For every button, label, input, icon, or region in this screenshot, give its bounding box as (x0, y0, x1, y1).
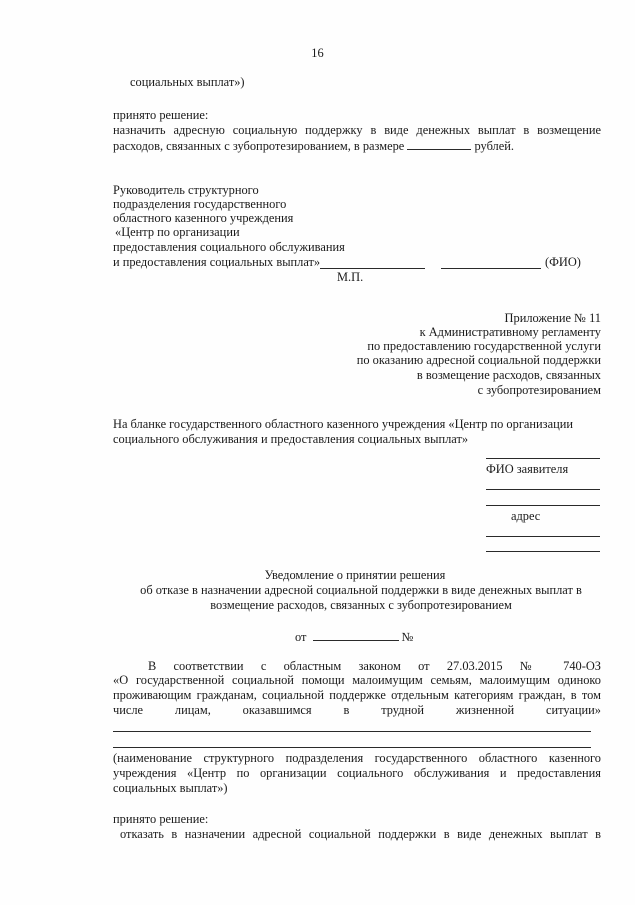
applicant-address-label: адрес (511, 509, 541, 523)
signature-blank (320, 268, 425, 269)
applicant-fio-blank (486, 458, 600, 459)
body-decision-label: принято решение: (113, 812, 209, 826)
body-decision-line: отказать в назначении адресной социальной поддержки в виде денежных выплат в (120, 827, 601, 841)
notice-title-2: об отказе в назначении адресной социальной поддержки в виде денежных выплат в (140, 583, 582, 597)
decision-text-line2 (113, 138, 514, 153)
note-line-1: (наименование структурного подразделения государственного областного казенного (113, 751, 601, 765)
notice-title-1: Уведомление о принятии решения (264, 568, 446, 582)
stamp-label: М.П. (337, 270, 364, 284)
applicant-blank-2 (486, 489, 600, 490)
applicant-blank-5 (486, 551, 600, 552)
number-prefix: № (401, 630, 414, 644)
letterhead-line-2: социального обслуживания и предоставления социальных выплат» (113, 432, 469, 446)
decision-text-line1: назначить адресную социальную поддержку в виде денежных выплат в возмещение (113, 123, 601, 137)
appendix-line-5: в возмещение расходов, связанных (416, 368, 601, 382)
decision-label: принято решение: (113, 108, 209, 122)
note-line-2: учреждения «Центр по организации социального обслуживания и предоставления (113, 766, 601, 780)
decision-text-line2-body: расходов, связанных с зубопротезированием, в размере (113, 139, 405, 153)
body-blank-2 (113, 747, 591, 748)
signature-line-3: областного казенного учреждения (113, 211, 294, 225)
body-blank-1 (113, 731, 591, 732)
body-line-4: числе лицам, оказавшимся в трудной жизненной ситуации» (113, 703, 601, 717)
fio-label: (ФИО) (545, 255, 581, 269)
applicant-address-blank (486, 505, 600, 506)
letterhead-line-1: На бланке государственного областного казенного учреждения «Центр по организации (113, 417, 573, 431)
amount-blank (407, 138, 471, 150)
appendix-line-6: с зубопротезированием (477, 383, 601, 397)
note-line-3: социальных выплат») (113, 781, 228, 795)
fio-blank (441, 268, 541, 269)
signature-line-6: и предоставления социальных выплат» (113, 255, 321, 269)
signature-line-5: предоставления социального обслуживания (113, 240, 345, 254)
notice-date-row (295, 629, 414, 644)
continuation-text: социальных выплат») (130, 75, 245, 89)
appendix-line-1: Приложение № 11 (504, 311, 601, 325)
signature-line-1: Руководитель структурного (113, 183, 259, 197)
page-number: 16 (311, 46, 324, 60)
notice-title-3: возмещение расходов, связанных с зубопротезированием (210, 598, 512, 612)
signature-line-2: подразделения государственного (113, 197, 287, 211)
signature-line-4: «Центр по организации (115, 225, 240, 239)
applicant-fio-label: ФИО заявителя (486, 462, 569, 476)
body-line-2: «О государственной социальной помощи малоимущим семьям, малоимущим одиноко (113, 673, 601, 687)
decision-unit: рублей. (474, 139, 514, 153)
appendix-line-2: к Административному регламенту (419, 325, 601, 339)
body-line-1: В соответствии с областным законом от 27.03.2015 № 740-ОЗ (148, 659, 601, 673)
appendix-line-3: по предоставлению государственной услуги (367, 339, 601, 353)
applicant-blank-4 (486, 536, 600, 537)
body-line-3: проживающим гражданам, социальной поддержке отдельным категориям граждан, в том (113, 688, 601, 702)
appendix-line-4: по оказанию адресной социальной поддержки (356, 353, 601, 367)
date-blank (313, 629, 399, 641)
date-prefix: от (295, 630, 307, 644)
